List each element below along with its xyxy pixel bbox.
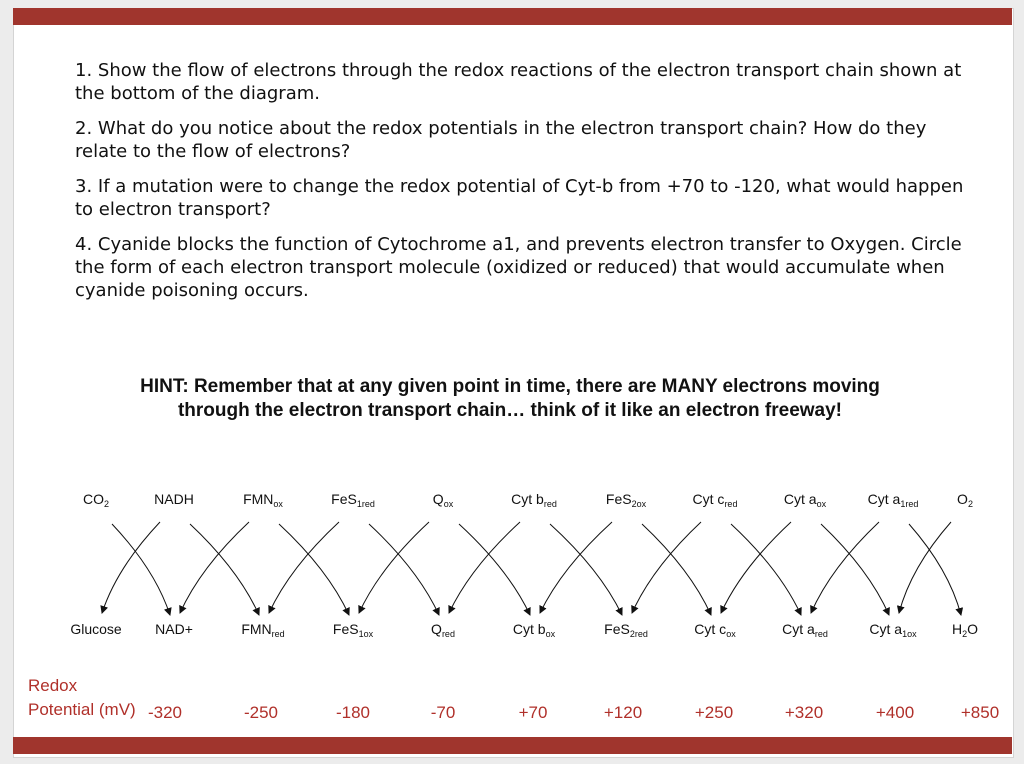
- molecule-subscript: ox: [726, 629, 736, 639]
- chain-molecule-bottom-4: [431, 621, 455, 639]
- molecule-subscript: ox: [273, 499, 283, 509]
- molecule-subscript: red: [543, 499, 557, 509]
- electron-flow-arrow-6-a: [642, 524, 711, 615]
- electron-flow-arrow-8-a: [821, 524, 889, 615]
- molecule-name: Cyt a: [783, 491, 817, 507]
- redox-label-line-2: Potential (mV): [28, 700, 136, 719]
- molecule-name: FeS: [604, 621, 630, 637]
- chain-molecule-bottom-9: [869, 621, 916, 639]
- chain-molecule-top-2: [243, 491, 283, 509]
- molecule-subscript: ox: [545, 629, 556, 639]
- redox-potential-value-2: -180: [335, 703, 371, 722]
- molecule-name: Q: [432, 491, 444, 507]
- redox-potential-value-5: +120: [603, 703, 643, 722]
- molecule-name: Q: [431, 621, 442, 637]
- molecule-name: Cyt a: [782, 621, 815, 637]
- electron-flow-arrow-2-b: [269, 522, 339, 613]
- molecule-name: NAD+: [155, 621, 193, 637]
- redox-potential-value-3: -70: [430, 703, 456, 722]
- electron-flow-arrow-1-a: [190, 524, 259, 615]
- chain-molecule-bottom-8: [782, 621, 828, 639]
- chain-molecule-bottom-3: [333, 621, 373, 639]
- molecule-name: FMN: [241, 621, 272, 637]
- molecule-name: Cyt b: [512, 621, 546, 637]
- chain-molecule-top-8: [784, 491, 826, 509]
- chain-molecule-bottom-0: [70, 621, 121, 637]
- molecule-name: FeS: [332, 621, 359, 637]
- molecule-name: NADH: [154, 491, 194, 507]
- redox-potential-value-7: +320: [784, 703, 824, 722]
- molecule-subscript: 1red: [356, 499, 375, 509]
- molecule-suffix: O: [967, 621, 979, 637]
- molecule-name: Cyt a: [867, 491, 901, 507]
- molecule-subscript: red: [724, 499, 738, 509]
- hint-line-1: HINT: Remember that at any given point in time, there are MANY electrons moving: [140, 376, 880, 397]
- redox-potential-value-8: +400: [875, 703, 915, 722]
- chain-molecule-top-7: [693, 491, 738, 509]
- chain-molecule-top-1: [154, 491, 194, 507]
- molecule-subscript: 1ox: [358, 629, 374, 639]
- redox-label-line-1: Redox: [28, 676, 78, 695]
- molecule-name: O: [957, 491, 968, 507]
- molecule-subscript: 2: [967, 499, 973, 509]
- electron-flow-arrow-2-a: [279, 524, 349, 615]
- electron-flow-arrow-4-b: [449, 522, 520, 613]
- redox-potential-value-4: +70: [518, 703, 548, 722]
- question-2: 2. What do you notice about the redox potentials in the electron transport chain? How do they relate to the flow of electrons?: [75, 118, 927, 162]
- chain-molecule-bottom-2: [241, 621, 284, 639]
- electron-flow-arrow-1-b: [180, 522, 249, 613]
- molecule-name: FMN: [243, 491, 274, 507]
- electron-flow-arrow-3-a: [369, 524, 439, 615]
- molecule-subscript: 1red: [900, 499, 919, 509]
- chain-molecule-bottom-7: [694, 621, 735, 639]
- electron-flow-arrow-9-b: [899, 522, 951, 613]
- electron-flow-arrow-4-a: [459, 524, 530, 615]
- chain-molecule-bottom-6: [604, 621, 648, 639]
- electron-flow-arrow-7-b: [721, 522, 791, 613]
- molecule-name: FeS: [331, 491, 357, 507]
- question-1: 1. Show the flow of electrons through the redox reactions of the electron transport chain shown at the bottom of the diagram.: [75, 60, 962, 104]
- molecule-name: FeS: [605, 491, 632, 507]
- redox-potential-value-9: +850: [960, 703, 1000, 722]
- molecule-subscript: 1ox: [902, 629, 917, 639]
- molecule-subscript: 2: [103, 499, 110, 509]
- electron-flow-arrow-5-a: [550, 524, 622, 615]
- chain-molecule-bottom-10: [952, 621, 978, 639]
- question-4: 4. Cyanide blocks the function of Cytochrome a1, and prevents electron transfer to Oxygen. Circle the form of each electron transport molecule (oxidized or reduced) that would accumulate when cyanide poisoning occurs.: [75, 234, 962, 301]
- electron-flow-arrow-0-a: [112, 524, 170, 615]
- electron-flow-arrow-6-b: [632, 522, 701, 613]
- hint-line-2: through the electron transport chain… think of it like an electron freeway!: [177, 400, 843, 421]
- redox-potential-value-1: -250: [243, 703, 279, 722]
- molecule-name: Cyt b: [511, 491, 544, 507]
- redox-potential-label: [28, 674, 136, 722]
- chain-molecule-top-4: [433, 491, 453, 509]
- molecule-subscript: red: [441, 629, 455, 639]
- molecule-subscript: ox: [443, 499, 454, 509]
- electron-flow-arrow-0-b: [102, 522, 160, 613]
- chain-molecule-top-10: [957, 491, 973, 509]
- molecule-name: Cyt c: [692, 491, 725, 507]
- molecule-name: CO: [82, 491, 104, 507]
- redox-potential-value-6: +250: [694, 703, 734, 722]
- molecule-subscript: red: [271, 629, 285, 639]
- molecule-name: Cyt c: [694, 621, 727, 637]
- molecule-name: H: [951, 621, 963, 637]
- chain-molecule-top-6: [606, 491, 646, 509]
- electron-flow-arrow-3-b: [359, 522, 429, 613]
- chain-molecule-top-3: [331, 491, 375, 509]
- chain-molecule-bottom-1: [155, 621, 193, 637]
- molecule-name: Glucose: [70, 621, 122, 637]
- molecule-name: Cyt a: [869, 621, 903, 637]
- molecule-subscript: red: [814, 629, 828, 639]
- chain-molecule-top-9: [868, 491, 919, 509]
- question-3: 3. If a mutation were to change the redox potential of Cyt-b from +70 to -120, what would happen to electron transport?: [75, 176, 964, 220]
- molecule-subscript: ox: [816, 499, 827, 509]
- electron-flow-arrow-5-b: [540, 522, 612, 613]
- redox-potential-value-0: -320: [147, 703, 183, 722]
- molecule-subscript: 2red: [629, 629, 648, 639]
- molecule-subscript: 2: [962, 629, 968, 639]
- chain-molecule-bottom-5: [513, 621, 555, 639]
- molecule-subscript: 2ox: [631, 499, 647, 509]
- chain-molecule-top-5: [511, 491, 557, 509]
- chain-molecule-top-0: [83, 491, 109, 509]
- electron-flow-arrow-7-a: [731, 524, 801, 615]
- electron-flow-arrow-8-b: [811, 522, 879, 613]
